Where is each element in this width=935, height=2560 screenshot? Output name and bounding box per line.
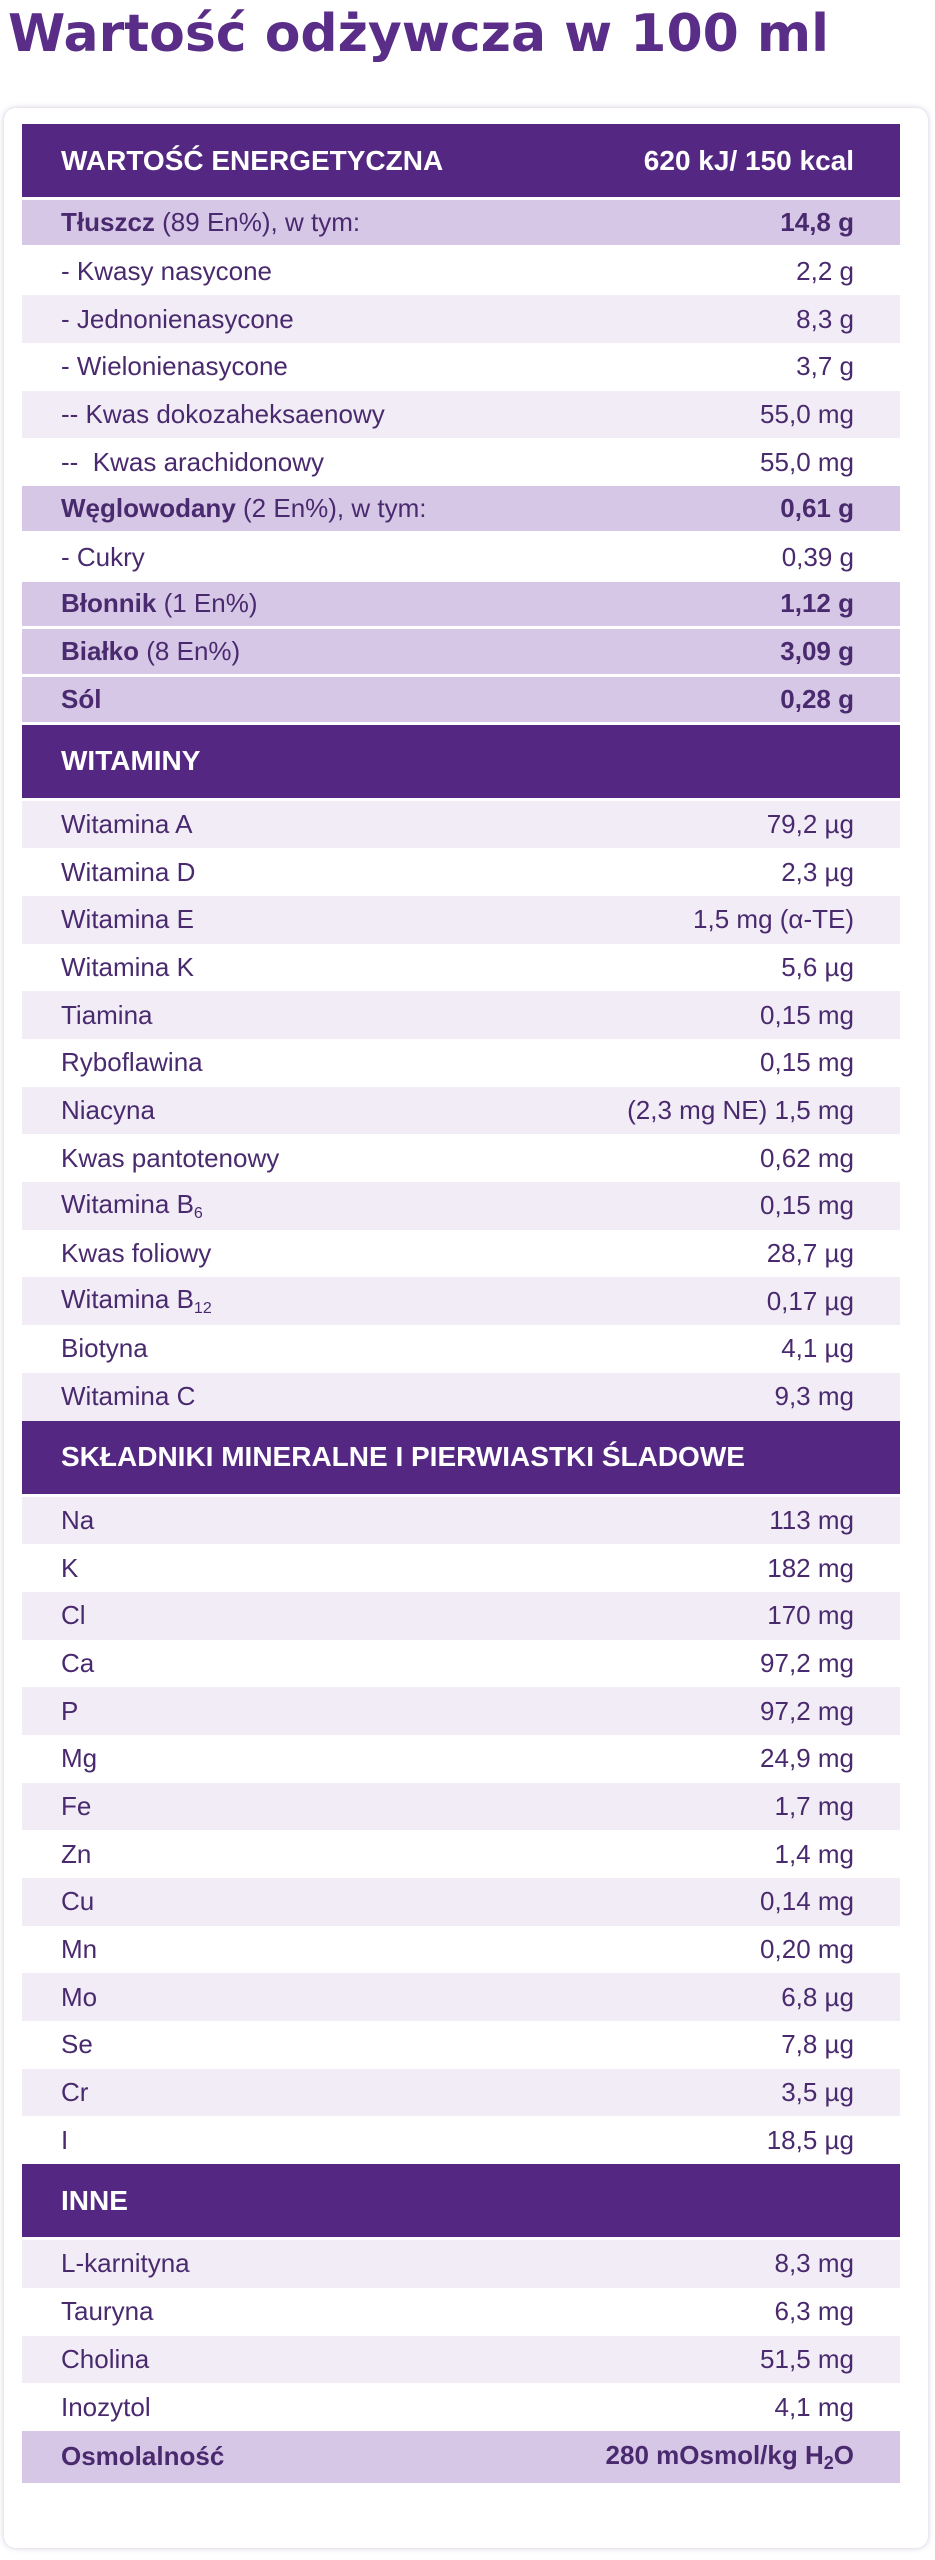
dha-row <box>22 391 900 439</box>
mineral-value: 1,7 mg <box>774 1790 854 1821</box>
mineral-row <box>22 1687 900 1735</box>
vitamin-label: Tiamina <box>61 999 153 1030</box>
poly-row <box>22 343 900 391</box>
mineral-row <box>22 1497 900 1545</box>
mineral-label: Mn <box>61 1934 98 1965</box>
vitamins-header: WITAMINY <box>61 745 201 777</box>
sugars-value: 0,39 g <box>781 542 854 573</box>
mineral-row <box>22 1544 900 1592</box>
poly-value: 3,7 g <box>796 351 854 382</box>
carbs-label: Węglowodany (2 En%), w tym: <box>61 492 427 523</box>
other-label: Inozytol <box>61 2391 151 2422</box>
vitamin-row <box>22 944 900 992</box>
other-value: 51,5 mg <box>760 2343 854 2374</box>
mineral-row <box>22 1735 900 1783</box>
vitamin-label: Witamina E <box>61 904 194 935</box>
fat-label: Tłuszcz (89 En%), w tym: <box>61 206 361 237</box>
mineral-label: Zn <box>61 1838 92 1869</box>
vitamin-row <box>22 1039 900 1087</box>
nutrition-table <box>22 124 900 2483</box>
vitamin-label: Biotyna <box>61 1333 148 1364</box>
ara-row <box>22 438 900 486</box>
mineral-value: 7,8 µg <box>781 2029 854 2060</box>
carbs-value: 0,61 g <box>780 492 854 523</box>
mineral-value: 0,20 mg <box>760 1934 854 1965</box>
salt-label: Sól <box>61 683 102 714</box>
mineral-value: 6,8 µg <box>781 1981 854 2012</box>
vitamin-value: 0,62 mg <box>760 1142 854 1173</box>
mineral-value: 170 mg <box>767 1600 854 1631</box>
protein-value: 3,09 g <box>780 636 854 667</box>
vitamin-label: Kwas foliowy <box>61 1238 212 1269</box>
mineral-value: 24,9 mg <box>760 1743 854 1774</box>
vitamin-row <box>22 1134 900 1182</box>
other-label: L-karnityna <box>61 2248 190 2279</box>
protein-row <box>22 629 900 677</box>
mineral-label: P <box>61 1695 79 1726</box>
other-value: 6,3 mg <box>774 2296 854 2327</box>
vitamin-label: Witamina $B_{12}$ <box>61 1284 212 1318</box>
mineral-label: Mo <box>61 1981 98 2012</box>
vitamins-list <box>22 801 900 1421</box>
vitamin-row <box>22 1373 900 1421</box>
dha-label: -- Kwas dokozaheksaenowy <box>61 399 385 430</box>
vitamin-row <box>22 1230 900 1278</box>
mineral-value: 182 mg <box>767 1552 854 1583</box>
mono-value: 8,3 g <box>796 303 854 334</box>
mineral-label: Cu <box>61 1886 95 1917</box>
vitamin-row <box>22 1087 900 1135</box>
saturated-value: 2,2 g <box>796 256 854 287</box>
vitamin-value: 9,3 mg <box>774 1381 854 1412</box>
salt-row <box>22 677 900 725</box>
other-list <box>22 2240 900 2431</box>
other-header-row <box>22 2164 900 2240</box>
mineral-label: Na <box>61 1504 95 1535</box>
protein-label: Białko (8 En%) <box>61 636 241 667</box>
other-row <box>22 2240 900 2288</box>
mineral-value: 3,5 µg <box>781 2077 854 2108</box>
vitamins-header-row <box>22 725 900 801</box>
mineral-row <box>22 1592 900 1640</box>
mineral-row <box>22 2116 900 2164</box>
other-label: Tauryna <box>61 2296 154 2327</box>
vitamin-row <box>22 896 900 944</box>
mineral-row <box>22 1878 900 1926</box>
other-header: INNE <box>61 2184 128 2216</box>
mono-label: - Jednonienasycone <box>61 303 294 334</box>
other-row <box>22 2288 900 2336</box>
vitamin-value: 1,5 mg (α-TE) <box>693 904 854 935</box>
vitamin-row <box>22 848 900 896</box>
sugars-label: - Cukry <box>61 542 145 573</box>
mineral-row <box>22 2069 900 2117</box>
mineral-row <box>22 1926 900 1974</box>
mineral-value: 113 mg <box>769 1504 854 1535</box>
vitamin-value: 5,6 µg <box>781 951 854 982</box>
saturated-row <box>22 248 900 296</box>
ara-value: 55,0 mg <box>760 446 854 477</box>
vitamin-label: Kwas pantotenowy <box>61 1142 280 1173</box>
vitamin-row <box>22 801 900 849</box>
mineral-label: Cl <box>61 1600 86 1631</box>
minerals-header: SKŁADNIKI MINERALNE I PIERWIASTKI ŚLADOWE <box>61 1441 745 1472</box>
page-title: Wartość odżywcza w 100 ml <box>8 4 829 64</box>
vitamin-row <box>22 991 900 1039</box>
mineral-row <box>22 1783 900 1831</box>
vitamin-row <box>22 1325 900 1373</box>
mineral-value: 18,5 µg <box>766 2124 854 2155</box>
vitamin-row <box>22 1277 900 1325</box>
vitamin-value: 4,1 µg <box>781 1333 854 1364</box>
fiber-value: 1,12 g <box>780 588 854 619</box>
other-value: 4,1 mg <box>774 2391 854 2422</box>
mono-row <box>22 295 900 343</box>
mineral-label: Fe <box>61 1790 92 1821</box>
vitamin-label: Witamina C <box>61 1381 196 1412</box>
mineral-row <box>22 1973 900 2021</box>
mineral-row <box>22 1640 900 1688</box>
vitamin-value: (2,3 mg NE) 1,5 mg <box>627 1095 854 1126</box>
mineral-row <box>22 1830 900 1878</box>
osmolality-row <box>22 2431 900 2483</box>
other-row <box>22 2383 900 2431</box>
fiber-label: Błonnik (1 En%) <box>61 588 258 619</box>
mineral-row <box>22 2021 900 2069</box>
mineral-label: Ca <box>61 1647 95 1678</box>
carbs-row <box>22 486 900 534</box>
mineral-label: Se <box>61 2029 93 2060</box>
other-label: Cholina <box>61 2343 150 2374</box>
energy-header-row <box>22 124 900 200</box>
sugars-row <box>22 534 900 582</box>
vitamin-value: 2,3 µg <box>781 856 854 887</box>
vitamin-value: 79,2 µg <box>766 808 854 839</box>
ara-label: -- Kwas arachidonowy <box>61 446 324 477</box>
dha-value: 55,0 mg <box>760 399 854 430</box>
vitamin-value: 0,15 mg <box>760 1047 854 1078</box>
vitamin-label: Witamina K <box>61 951 194 982</box>
vitamin-value: 0,15 mg <box>760 1190 854 1221</box>
vitamin-row <box>22 1182 900 1230</box>
mineral-label: K <box>61 1552 79 1583</box>
vitamin-value: 0,15 mg <box>760 999 854 1030</box>
vitamin-value: 28,7 µg <box>766 1238 854 1269</box>
vitamin-label: Niacyna <box>61 1095 155 1126</box>
other-row <box>22 2336 900 2384</box>
fat-value: 14,8 g <box>780 206 854 237</box>
mineral-value: 97,2 mg <box>760 1695 854 1726</box>
salt-value: 0,28 g <box>780 683 854 714</box>
vitamin-label: Witamina A <box>61 808 193 839</box>
vitamin-value: 0,17 µg <box>766 1285 854 1316</box>
fat-row <box>22 200 900 248</box>
vitamin-label: Witamina $B_6$ <box>61 1188 203 1222</box>
minerals-header-row <box>22 1421 900 1497</box>
energy-value: 620 kJ/ 150 kcal <box>643 144 854 176</box>
mineral-label: I <box>61 2124 69 2155</box>
mineral-label: Mg <box>61 1743 98 1774</box>
osmolality-value: 280 mOsmol/kg $H_2O$ <box>605 2439 854 2473</box>
poly-label: - Wielonienasycone <box>61 351 288 382</box>
osmolality-label: Osmolalność <box>61 2441 225 2472</box>
mineral-value: 97,2 mg <box>760 1647 854 1678</box>
mineral-label: Cr <box>61 2077 89 2108</box>
vitamin-label: Witamina D <box>61 856 196 887</box>
vitamin-label: Ryboflawina <box>61 1047 203 1078</box>
mineral-value: 1,4 mg <box>774 1838 854 1869</box>
energy-label: WARTOŚĆ ENERGETYCZNA <box>61 144 444 176</box>
fiber-row <box>22 582 900 630</box>
mineral-value: 0,14 mg <box>760 1886 854 1917</box>
saturated-label: - Kwasy nasycone <box>61 256 272 287</box>
other-value: 8,3 mg <box>774 2248 854 2279</box>
minerals-list <box>22 1497 900 2165</box>
